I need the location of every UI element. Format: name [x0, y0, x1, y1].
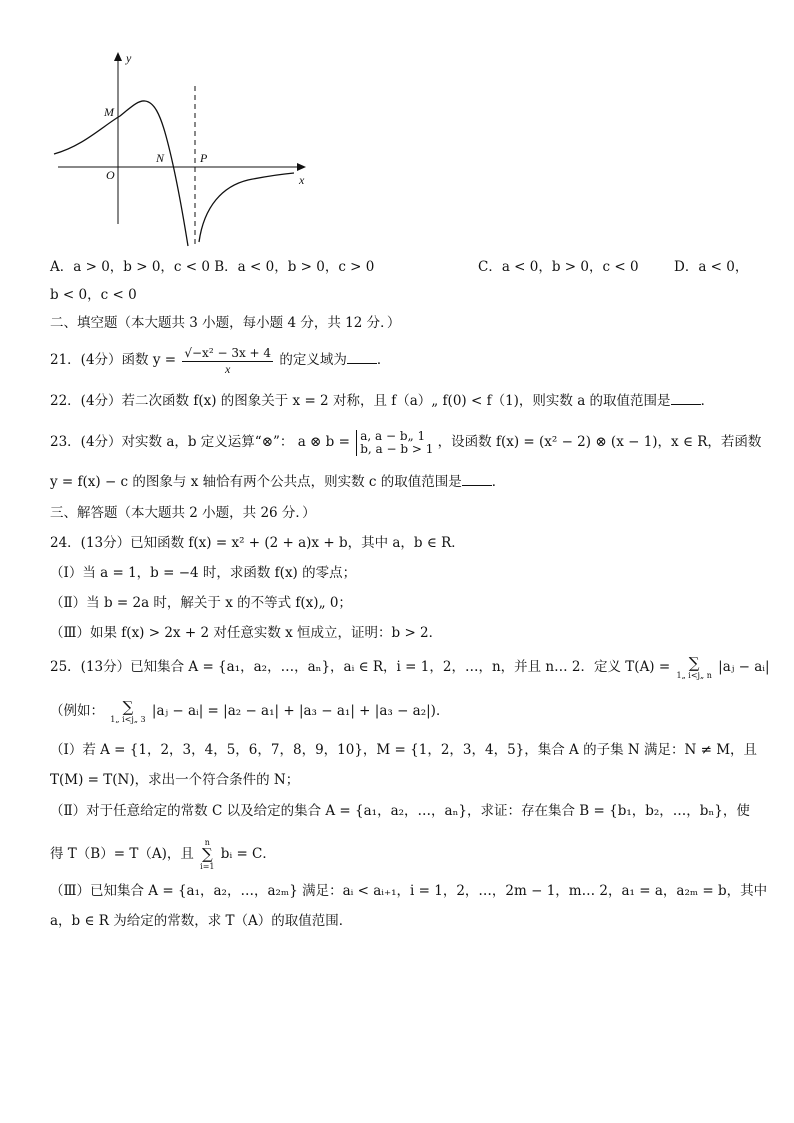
q20-option-d: D．a < 0， [674, 259, 749, 275]
curve-left-branch [54, 101, 188, 246]
q24-part-1: （Ⅰ）当 a = 1，b = −4 时，求函数 f(x) 的零点； [50, 565, 357, 581]
q24-part-2: （Ⅱ）当 b = 2a 时，解关于 x 的不等式 f(x)„ 0； [50, 595, 352, 611]
section-3-heading: 三、解答题（本大题共 2 小题，共 26 分．） [50, 505, 316, 521]
q25-part-3a: （Ⅲ）已知集合 A = {a₁，a₂，…，a₂ₘ} 满足：aᵢ < aᵢ₊₁，i = 1，2，…，2m − 1，m… 2，a₁ = a，a₂ₘ = b，其中 [50, 883, 768, 899]
q20-option-d-cont: b < 0，c < 0 [50, 287, 137, 303]
q25-part-2a: （Ⅱ）对于任意给定的常数 C 以及给定的集合 A = {a₁，a₂，…，aₙ}，求证：存在集合 B = {b₁，b₂，…，bₙ}，使 [50, 803, 750, 819]
q21-denominator: x [225, 361, 231, 376]
label-O: O [106, 168, 115, 182]
y-axis-arrow [114, 52, 122, 61]
label-N: N [156, 151, 165, 165]
sigma-icon: ∑ [688, 653, 700, 672]
q23-prefix: 23．(4分）对实数 a，b 定义运算“⊗”： a ⊗ b = [50, 434, 350, 450]
label-M: M [104, 105, 114, 119]
label-x: x [299, 173, 305, 187]
q25-part-2b-tail: bᵢ = C． [220, 846, 276, 862]
q20-option-ab: A．a > 0，b > 0，c < 0 B．a < 0，b > 0，c > 0 [50, 259, 375, 275]
q25-example [50, 696, 449, 726]
q25-part-2b [50, 836, 276, 872]
q25-example-prefix: （例如： [50, 703, 104, 719]
q25-stem-text: 25．(13分）已知集合 A = {a₁，a₂，…，aₙ}，aᵢ ∈ R，i = 1，2，…，n，并且 n… 2．定义 T(A) = [50, 659, 671, 675]
q25-part-1a: （Ⅰ）若 A = {1，2，3，4，5，6，7，8，9，10}，M = {1，2，3，4，5}，集合 A 的子集 N 满足：N ≠ M，且 [50, 742, 758, 758]
q25-part-2b-sum-symbol [200, 838, 214, 871]
q21-numerator: √−x² − 3x + 4 [184, 345, 272, 360]
section-2-heading: 二、填空题（本大题共 3 小题，每小题 4 分，共 12 分．） [50, 315, 401, 331]
question-23-line-2: y = f(x) − c 的图象与 x 轴恰有两个公共点，则实数 c 的取值范围是 ． [50, 474, 506, 490]
q25-part-2b-sum-sub: i=1 [200, 862, 215, 871]
x-axis-arrow [297, 163, 306, 171]
question-21: 21．(4分）函数 y = $\frac{\text{√−x² − 3x + 4}}{x}$ 的定义域为 ． [50, 345, 391, 376]
q24-part-3: （Ⅲ）如果 f(x) > 2x + 2 对任意实数 x 恒成立，证明：b > 2． [50, 625, 443, 641]
q22-text: 22．(4分）若二次函数 f(x) 的图象关于 x = 2 对称，且 f（a）„ f(0) < f（1)，则实数 a 的取值范围是 [50, 393, 671, 409]
label-P: P [200, 151, 208, 165]
label-y: y [126, 51, 132, 65]
q21-suffix: 的定义域为 [279, 352, 347, 368]
q22-answer-blank [671, 392, 701, 405]
function-graph [48, 46, 318, 251]
q25-example-tail: |aⱼ − aᵢ| = |a₂ − a₁| + |a₃ − a₁| + |a₃ − a₂|)． [151, 703, 450, 719]
q21-answer-blank [347, 351, 377, 364]
q23-case-1: a, a − b„ 1 [360, 428, 426, 443]
q25-sum-symbol [676, 653, 712, 680]
q23-answer-blank [462, 473, 492, 486]
sigma-icon: ∑ [201, 845, 213, 863]
q25-example-sum-symbol [110, 697, 146, 724]
curve-right-branch [199, 173, 294, 242]
q23-piecewise [356, 430, 433, 456]
q21-prefix: 21．(4分）函数 y = [50, 352, 177, 368]
q24-stem: 24．(13分）已知函数 f(x) = x² + (2 + a)x + b，其中 a，b ∈ R． [50, 535, 465, 551]
q25-stem [50, 652, 770, 682]
q21-fraction [182, 346, 273, 376]
q25-stem-tail: |aⱼ − aᵢ| [718, 659, 770, 675]
q25-part-1b: T(M) = T(N)，求出一个符合条件的 N； [50, 772, 300, 788]
q20-option-c: C．a < 0，b > 0，c < 0 [478, 259, 639, 275]
q25-part-3b: a，b ∈ R 为给定的常数，求 T（A）的取值范围． [50, 913, 353, 929]
q25-example-sum-sub: 1„ i<j„ 3 [110, 714, 146, 724]
question-22: 22．(4分）若二次函数 f(x) 的图象关于 x = 2 对称，且 f（a）„ f(0) < f（1)，则实数 a 的取值范围是 ． [50, 393, 715, 409]
q25-sum-sub: 1„ i<j„ n [676, 670, 712, 680]
q23-case-2: b, a − b > 1 [360, 441, 434, 456]
q25-part-2b-sum-sup: n [204, 838, 210, 847]
q25-part-2b-prefix: 得 T（B）= T（A)，且 [50, 846, 194, 862]
question-23 [50, 424, 761, 460]
q23-suffix: ，设函数 f(x) = (x² − 2) ⊗ (x − 1)，x ∈ R，若函数 [437, 434, 762, 450]
q23-line-2-text: y = f(x) − c 的图象与 x 轴恰有两个公共点，则实数 c 的取值范围是 [50, 474, 462, 490]
sigma-icon: ∑ [122, 697, 134, 716]
